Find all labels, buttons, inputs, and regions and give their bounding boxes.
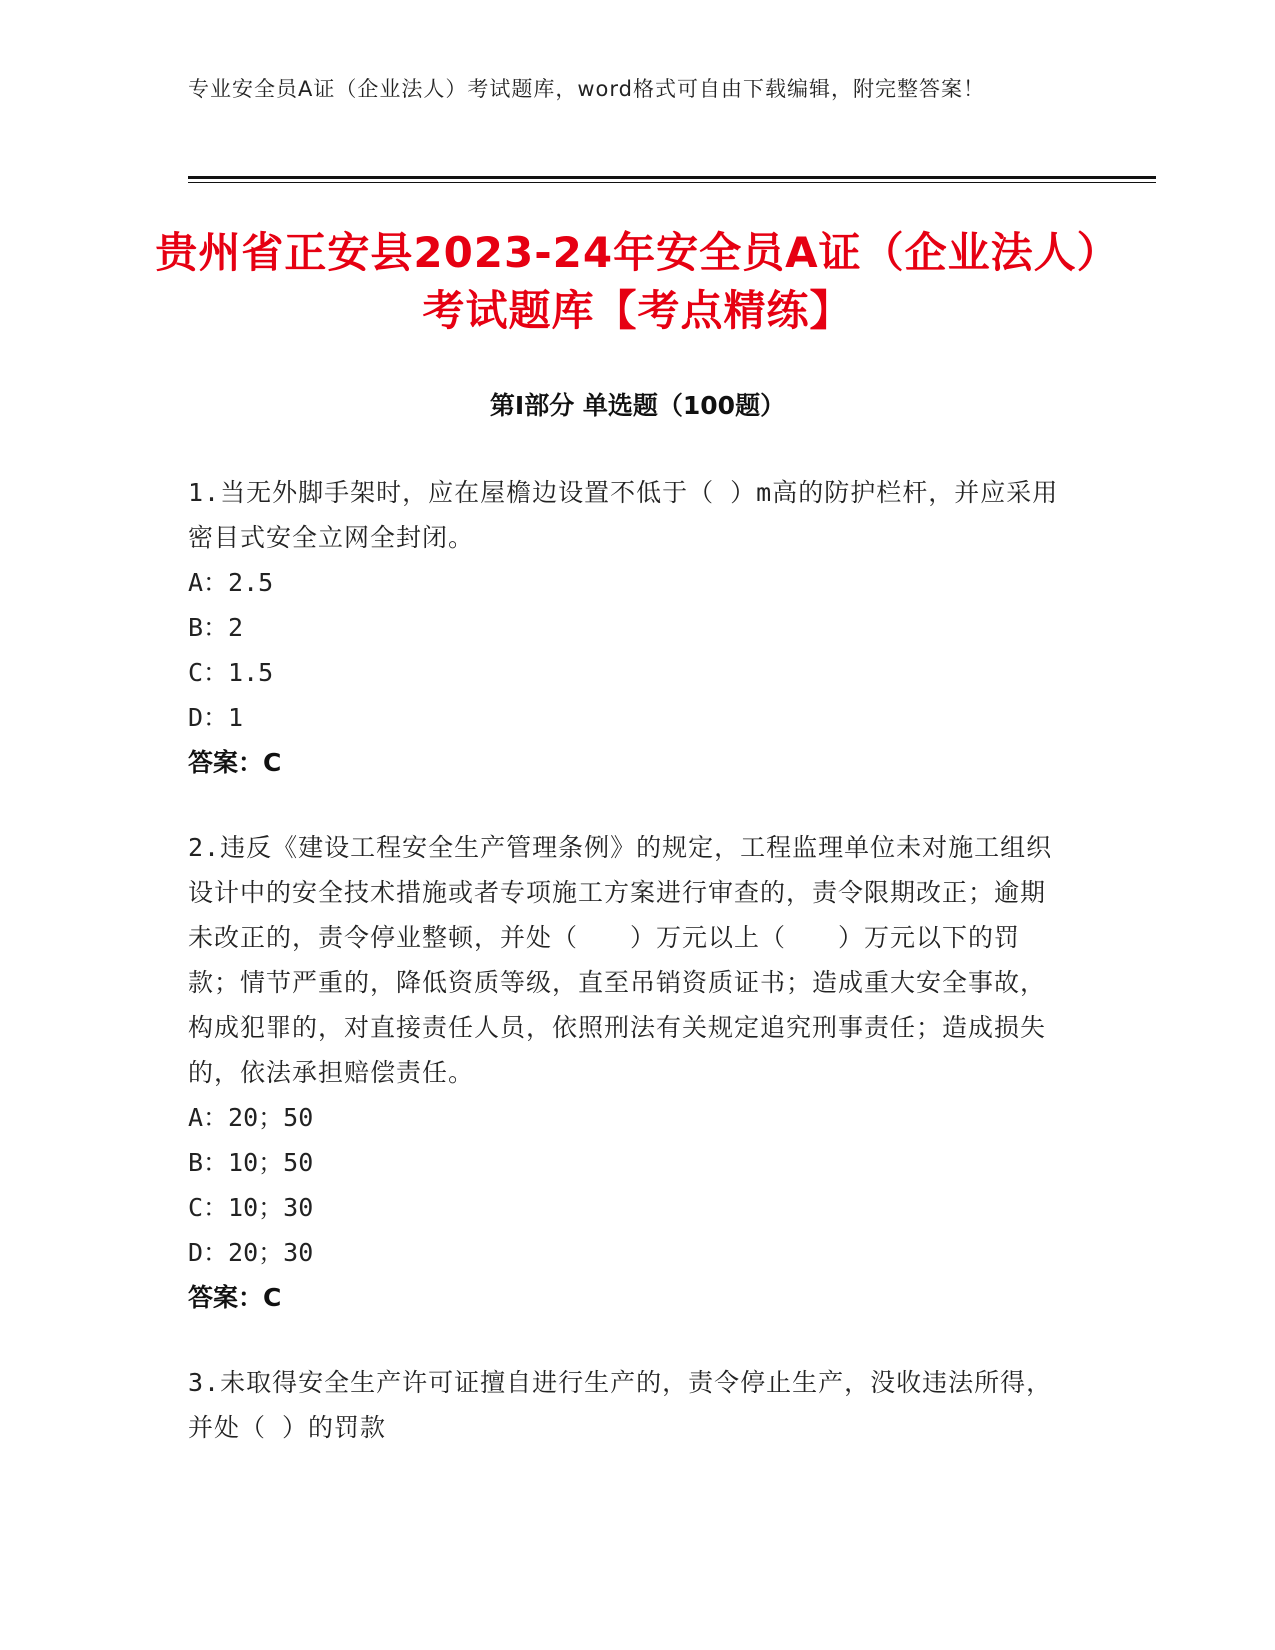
answer: 答案：C xyxy=(188,1283,282,1312)
header-divider-thin xyxy=(188,182,1156,183)
question-2 xyxy=(188,825,1068,1320)
option-b: B：2 xyxy=(188,613,244,642)
option-b: B：10；50 xyxy=(188,1148,314,1177)
question-1 xyxy=(188,470,1068,785)
section-title: 第I部分 单选题（100题） xyxy=(489,391,786,420)
option-c: C：1.5 xyxy=(188,658,274,687)
header-note: 专业安全员A证（企业法人）考试题库，word格式可自由下载编辑，附完整答案！ xyxy=(188,77,985,101)
header-divider-thick xyxy=(188,176,1156,179)
question-stem: 1.当无外脚手架时，应在屋檐边设置不低于（ ）m高的防护栏杆，并应采用密目式安全立网全封闭。 xyxy=(188,478,1059,552)
answer: 答案：C xyxy=(188,748,282,777)
document-title: 贵州省正安县2023-24年安全员A证（企业法人）考试题库【考点精练】 xyxy=(155,228,1120,335)
option-a: A：20；50 xyxy=(188,1103,314,1132)
option-d: D：20；30 xyxy=(188,1238,314,1267)
question-3 xyxy=(188,1360,1068,1450)
option-c: C：10；30 xyxy=(188,1193,314,1222)
question-stem: 2.违反《建设工程安全生产管理条例》的规定，工程监理单位未对施工组织设计中的安全技术措施或者专项施工方案进行审查的，责令限期改正；逾期未改正的，责令停业整顿，并处（ ）万元以上（ ）万元以下的罚款；情节严重的，降低资质等级，直至吊销资质证书；造成重大安全事故，构成犯罪的，对直接责任人员，依照刑法有关规定追究刑事责任；造成损失的，依法承担赔偿责任。 xyxy=(188,833,1053,1087)
question-list xyxy=(188,470,1068,1490)
option-a: A：2.5 xyxy=(188,568,274,597)
question-stem: 3.未取得安全生产许可证擅自进行生产的，责令停止生产，没收违法所得，并处（ ）的罚款 xyxy=(188,1368,1053,1442)
option-d: D：1 xyxy=(188,703,244,732)
